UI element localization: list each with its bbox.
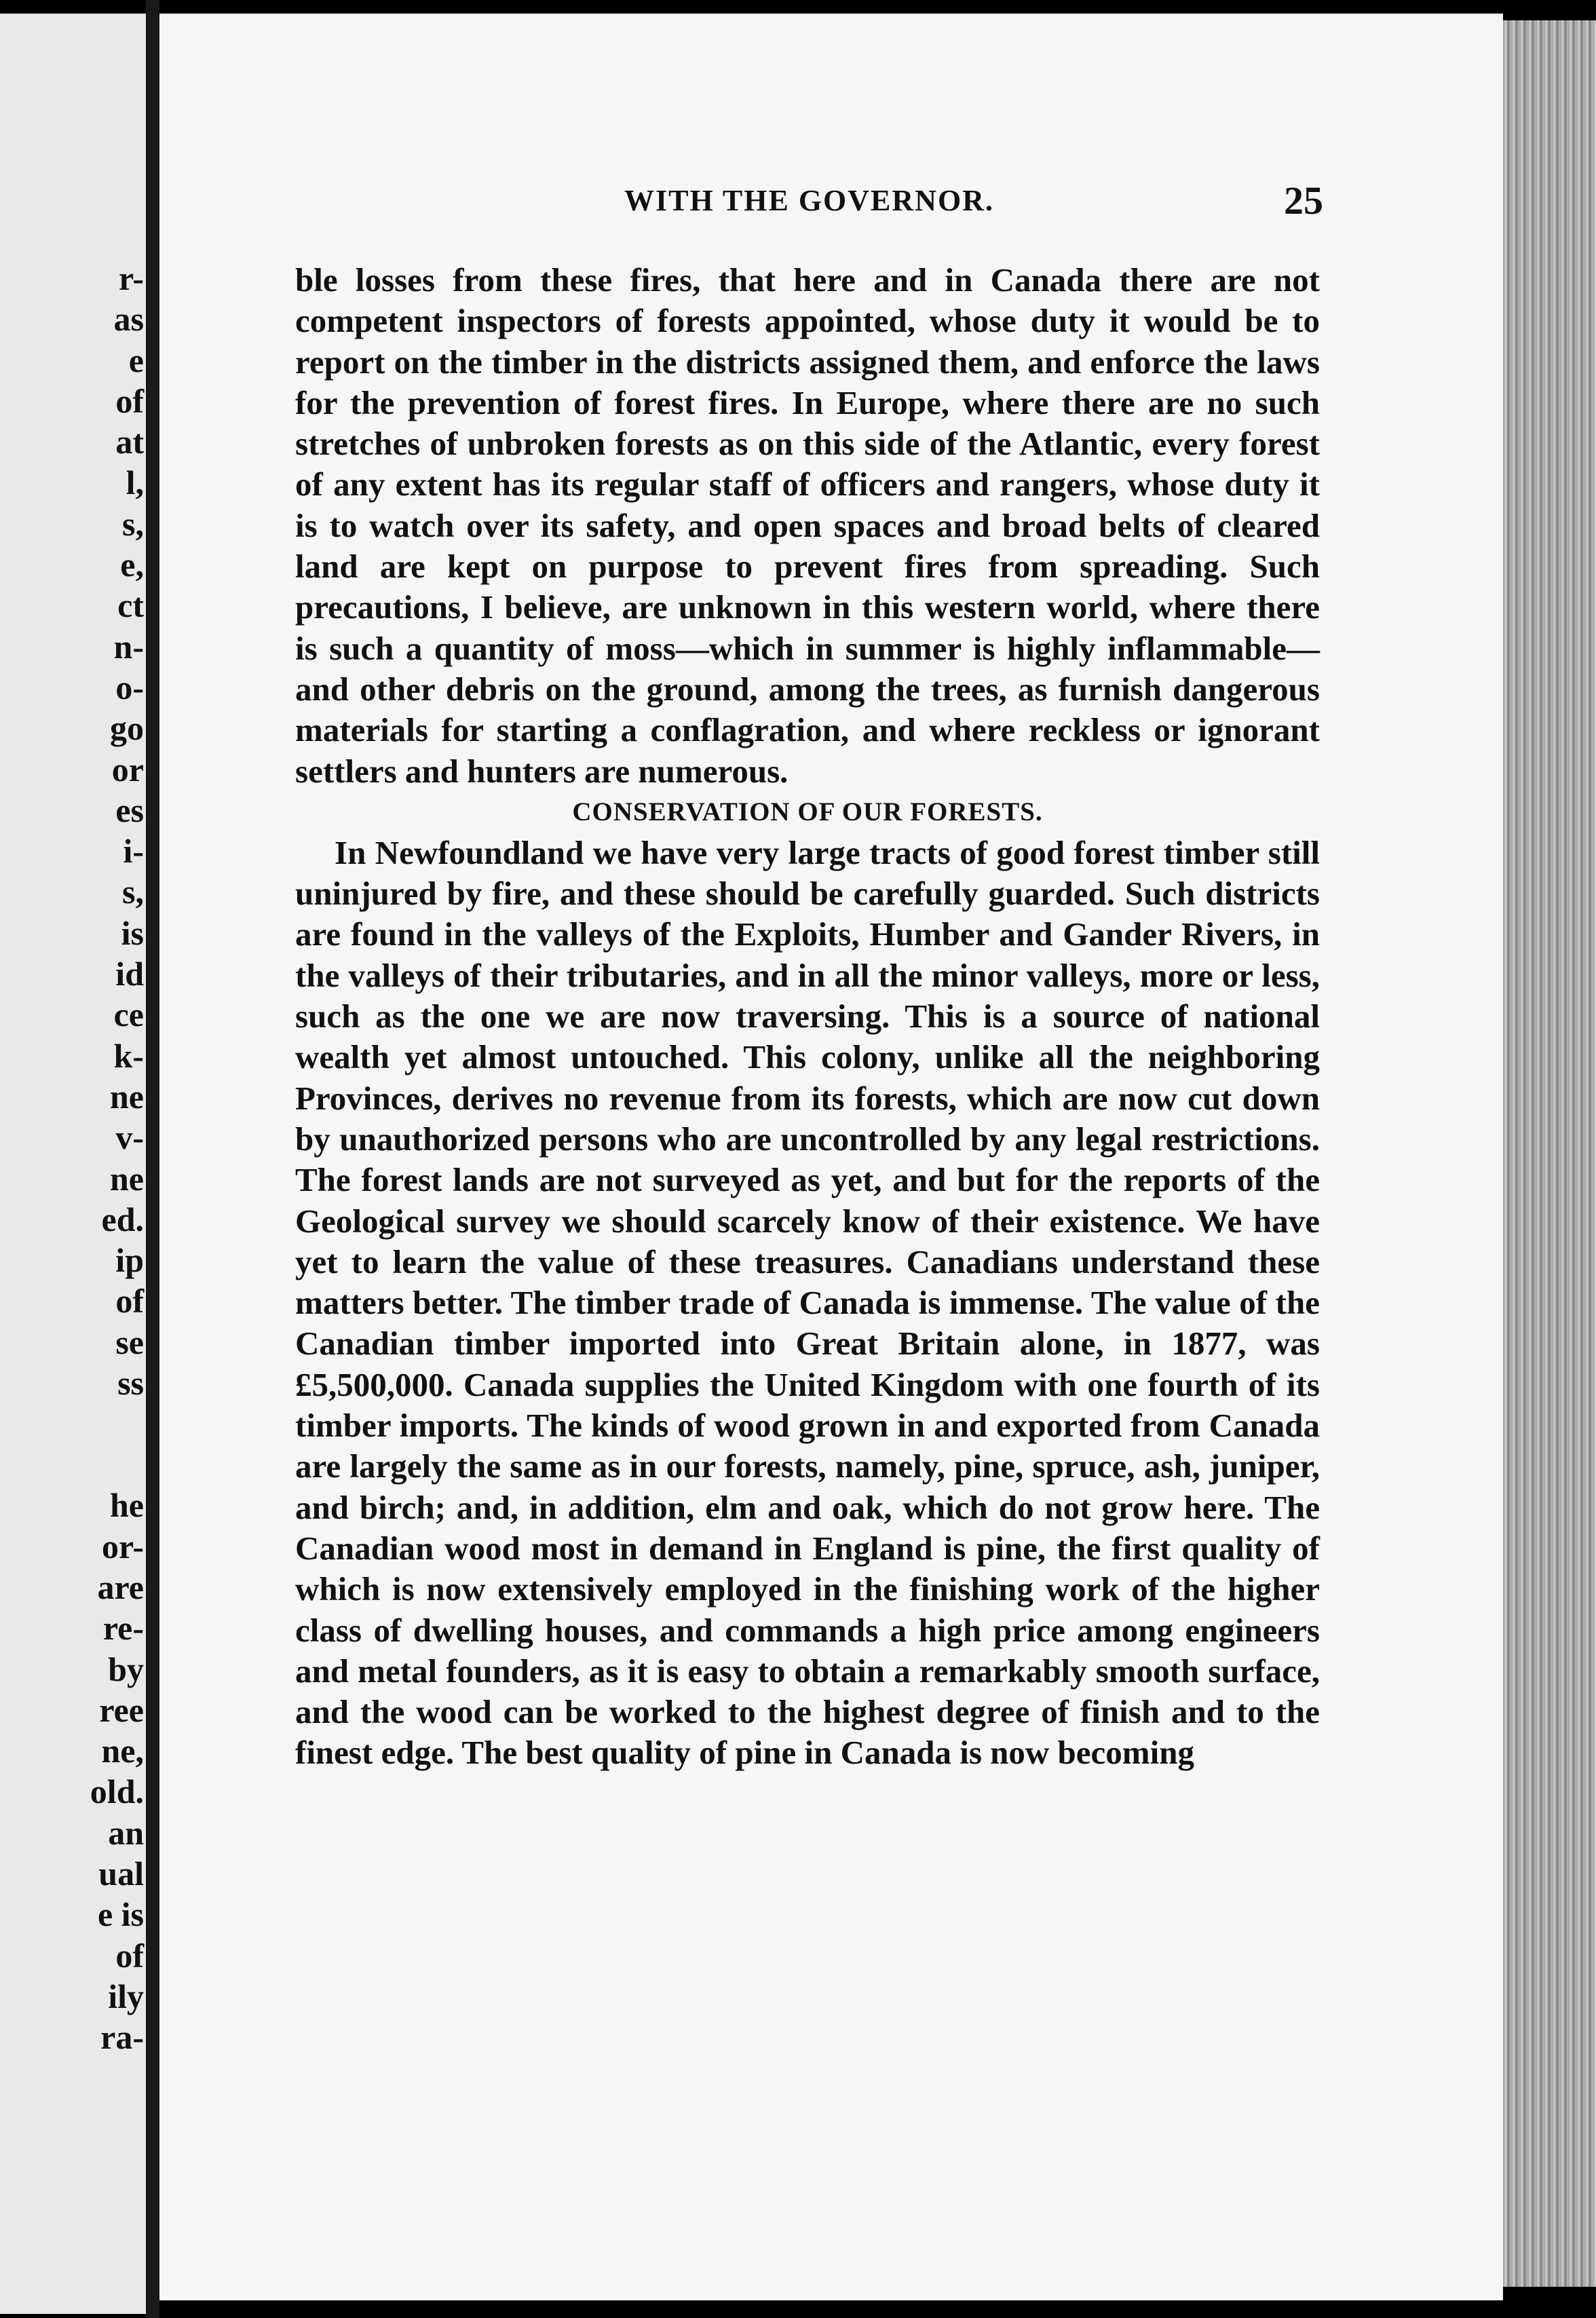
facing-page-fragment: ip bbox=[115, 1241, 144, 1280]
facing-page-fragment: s, bbox=[122, 504, 144, 543]
running-head-title: WITH THE GOVERNOR. bbox=[624, 184, 994, 217]
facing-page-fragment: n- bbox=[113, 627, 144, 666]
facing-page-fragment: i- bbox=[123, 832, 144, 871]
facing-page-fragment: at bbox=[115, 423, 144, 461]
facing-page-fragment: of bbox=[115, 1282, 144, 1320]
page-body bbox=[295, 260, 1320, 1774]
facing-page-fragment: ct bbox=[117, 586, 144, 625]
facing-page-fragment: e bbox=[128, 341, 144, 379]
page-number: 25 bbox=[1284, 178, 1323, 223]
facing-page-fragment: or bbox=[111, 750, 144, 788]
facing-page-fragment: re- bbox=[102, 1609, 144, 1648]
facing-page-fragment: ily bbox=[108, 1977, 144, 2015]
facing-page-fragment: are bbox=[97, 1568, 144, 1606]
facing-page-fragment: id bbox=[115, 955, 144, 993]
facing-page-fragment: of bbox=[115, 381, 144, 420]
facing-page-fragment: an bbox=[108, 1813, 144, 1852]
facing-page-fragment: ed. bbox=[101, 1200, 144, 1238]
facing-page-fragment: is bbox=[121, 913, 144, 952]
facing-page-fragment: ual bbox=[98, 1854, 144, 1893]
facing-page-fragment: ree bbox=[99, 1690, 144, 1729]
facing-page-fragment: go bbox=[110, 709, 144, 748]
facing-page-fragment: ce bbox=[113, 995, 144, 1034]
facing-page-fragment: as bbox=[113, 300, 144, 339]
facing-page-fragment: k- bbox=[113, 1036, 144, 1075]
paragraph: In Newfoundland we have very large tracts of good forest timber still uninjured by fire, and these should be carefully guarded. Such districts are found in the valleys of the Exploits, Humber and Gander Rivers, in the valleys of their tributaries, and in all the minor valleys, more or less, such as the one we are now traversing. This is a source of national wealth yet almost untouched. This colony, unlike all the neighboring Provinces, derives no revenue from its forests, which are now cut down by unauthorized persons who are uncontrolled by any legal restrictions. The forest lands are not surveyed as yet, and but for the reports of the Geological survey we should scarcely know of their existence. We have yet to learn the value of these treasures. Canadians understand these matters better. The timber trade of Canada is immense. The value of the Canadian timber imported into Great Britain alone, in 1877, was £5,500,000. Canada supplies the United Kingdom with one fourth of its timber imports. The kinds of wood grown in and exported from Canada are largely the same as in our forests, namely, pine, spruce, ash, juniper, and birch; and, in addition, elm and oak, which do not grow here. The Canadian wood most in demand in England is pine, the first quality of which is now extensively employed in the finishing work of the higher class of dwelling houses, and commands a high price among engineers and metal founders, as it is easy to obtain a remarkably smooth surface, and the wood can be worked to the highest degree of finish and to the finest edge. The best quality of pine in Canada is now becoming bbox=[295, 833, 1320, 1772]
facing-page-fragment: of bbox=[115, 1936, 144, 1975]
facing-page-fragment: ss bbox=[117, 1364, 144, 1403]
running-head bbox=[292, 178, 1323, 225]
facing-page-fragment: es bbox=[115, 791, 144, 829]
facing-page-fragment: v- bbox=[115, 1118, 144, 1157]
facing-page-fragment: r- bbox=[119, 259, 144, 297]
facing-page-fragment: or- bbox=[102, 1527, 144, 1565]
facing-page-fragment: ne bbox=[110, 1077, 144, 1116]
facing-page-fragment: o- bbox=[115, 668, 144, 706]
facing-page-fragment: ne bbox=[110, 1159, 144, 1198]
facing-page-text-fragments bbox=[0, 258, 144, 2057]
book-gutter bbox=[146, 0, 159, 2318]
facing-page-fragment: s, bbox=[122, 873, 144, 911]
facing-page-fragment: old. bbox=[90, 1772, 144, 1811]
section-heading: CONSERVATION OF OUR FORESTS. bbox=[572, 797, 1043, 826]
facing-page bbox=[0, 14, 146, 2314]
page-edges bbox=[1503, 20, 1596, 2287]
facing-page-fragment: he bbox=[110, 1486, 144, 1525]
facing-page-fragment: e, bbox=[120, 546, 144, 584]
facing-page-fragment: l, bbox=[126, 463, 144, 502]
facing-page-fragment: e is bbox=[97, 1895, 144, 1934]
facing-page-fragment: ne, bbox=[101, 1732, 144, 1770]
facing-page-fragment: se bbox=[115, 1323, 144, 1361]
facing-page-fragment: ra- bbox=[100, 2018, 144, 2057]
facing-page-fragment bbox=[0, 1403, 144, 1485]
paragraph: ble losses from these fires, that here and in Canada there are not competent inspectors of forests appointed, whose duty it would be to report on the timber in the districts assigned them, and enforce the laws for the prevention of forest fires. In Europe, where there are no such stretches of unbroken forests as on this side of the Atlantic, every forest of any extent has its regular staff of officers and rangers, whose duty it is to watch over its safety, and open spaces and broad belts of cleared land are kept on purpose to prevent fires from spreading. Such precautions, I believe, are unknown in this western world, where there is such a quantity of moss—which in summer is highly inflammable—and other debris on the ground, among the trees, as furnish dangerous materials for starting a conflagration, and where reckless or ignorant settlers and hunters are numerous. bbox=[295, 261, 1320, 790]
facing-page-fragment: by bbox=[108, 1650, 144, 1688]
